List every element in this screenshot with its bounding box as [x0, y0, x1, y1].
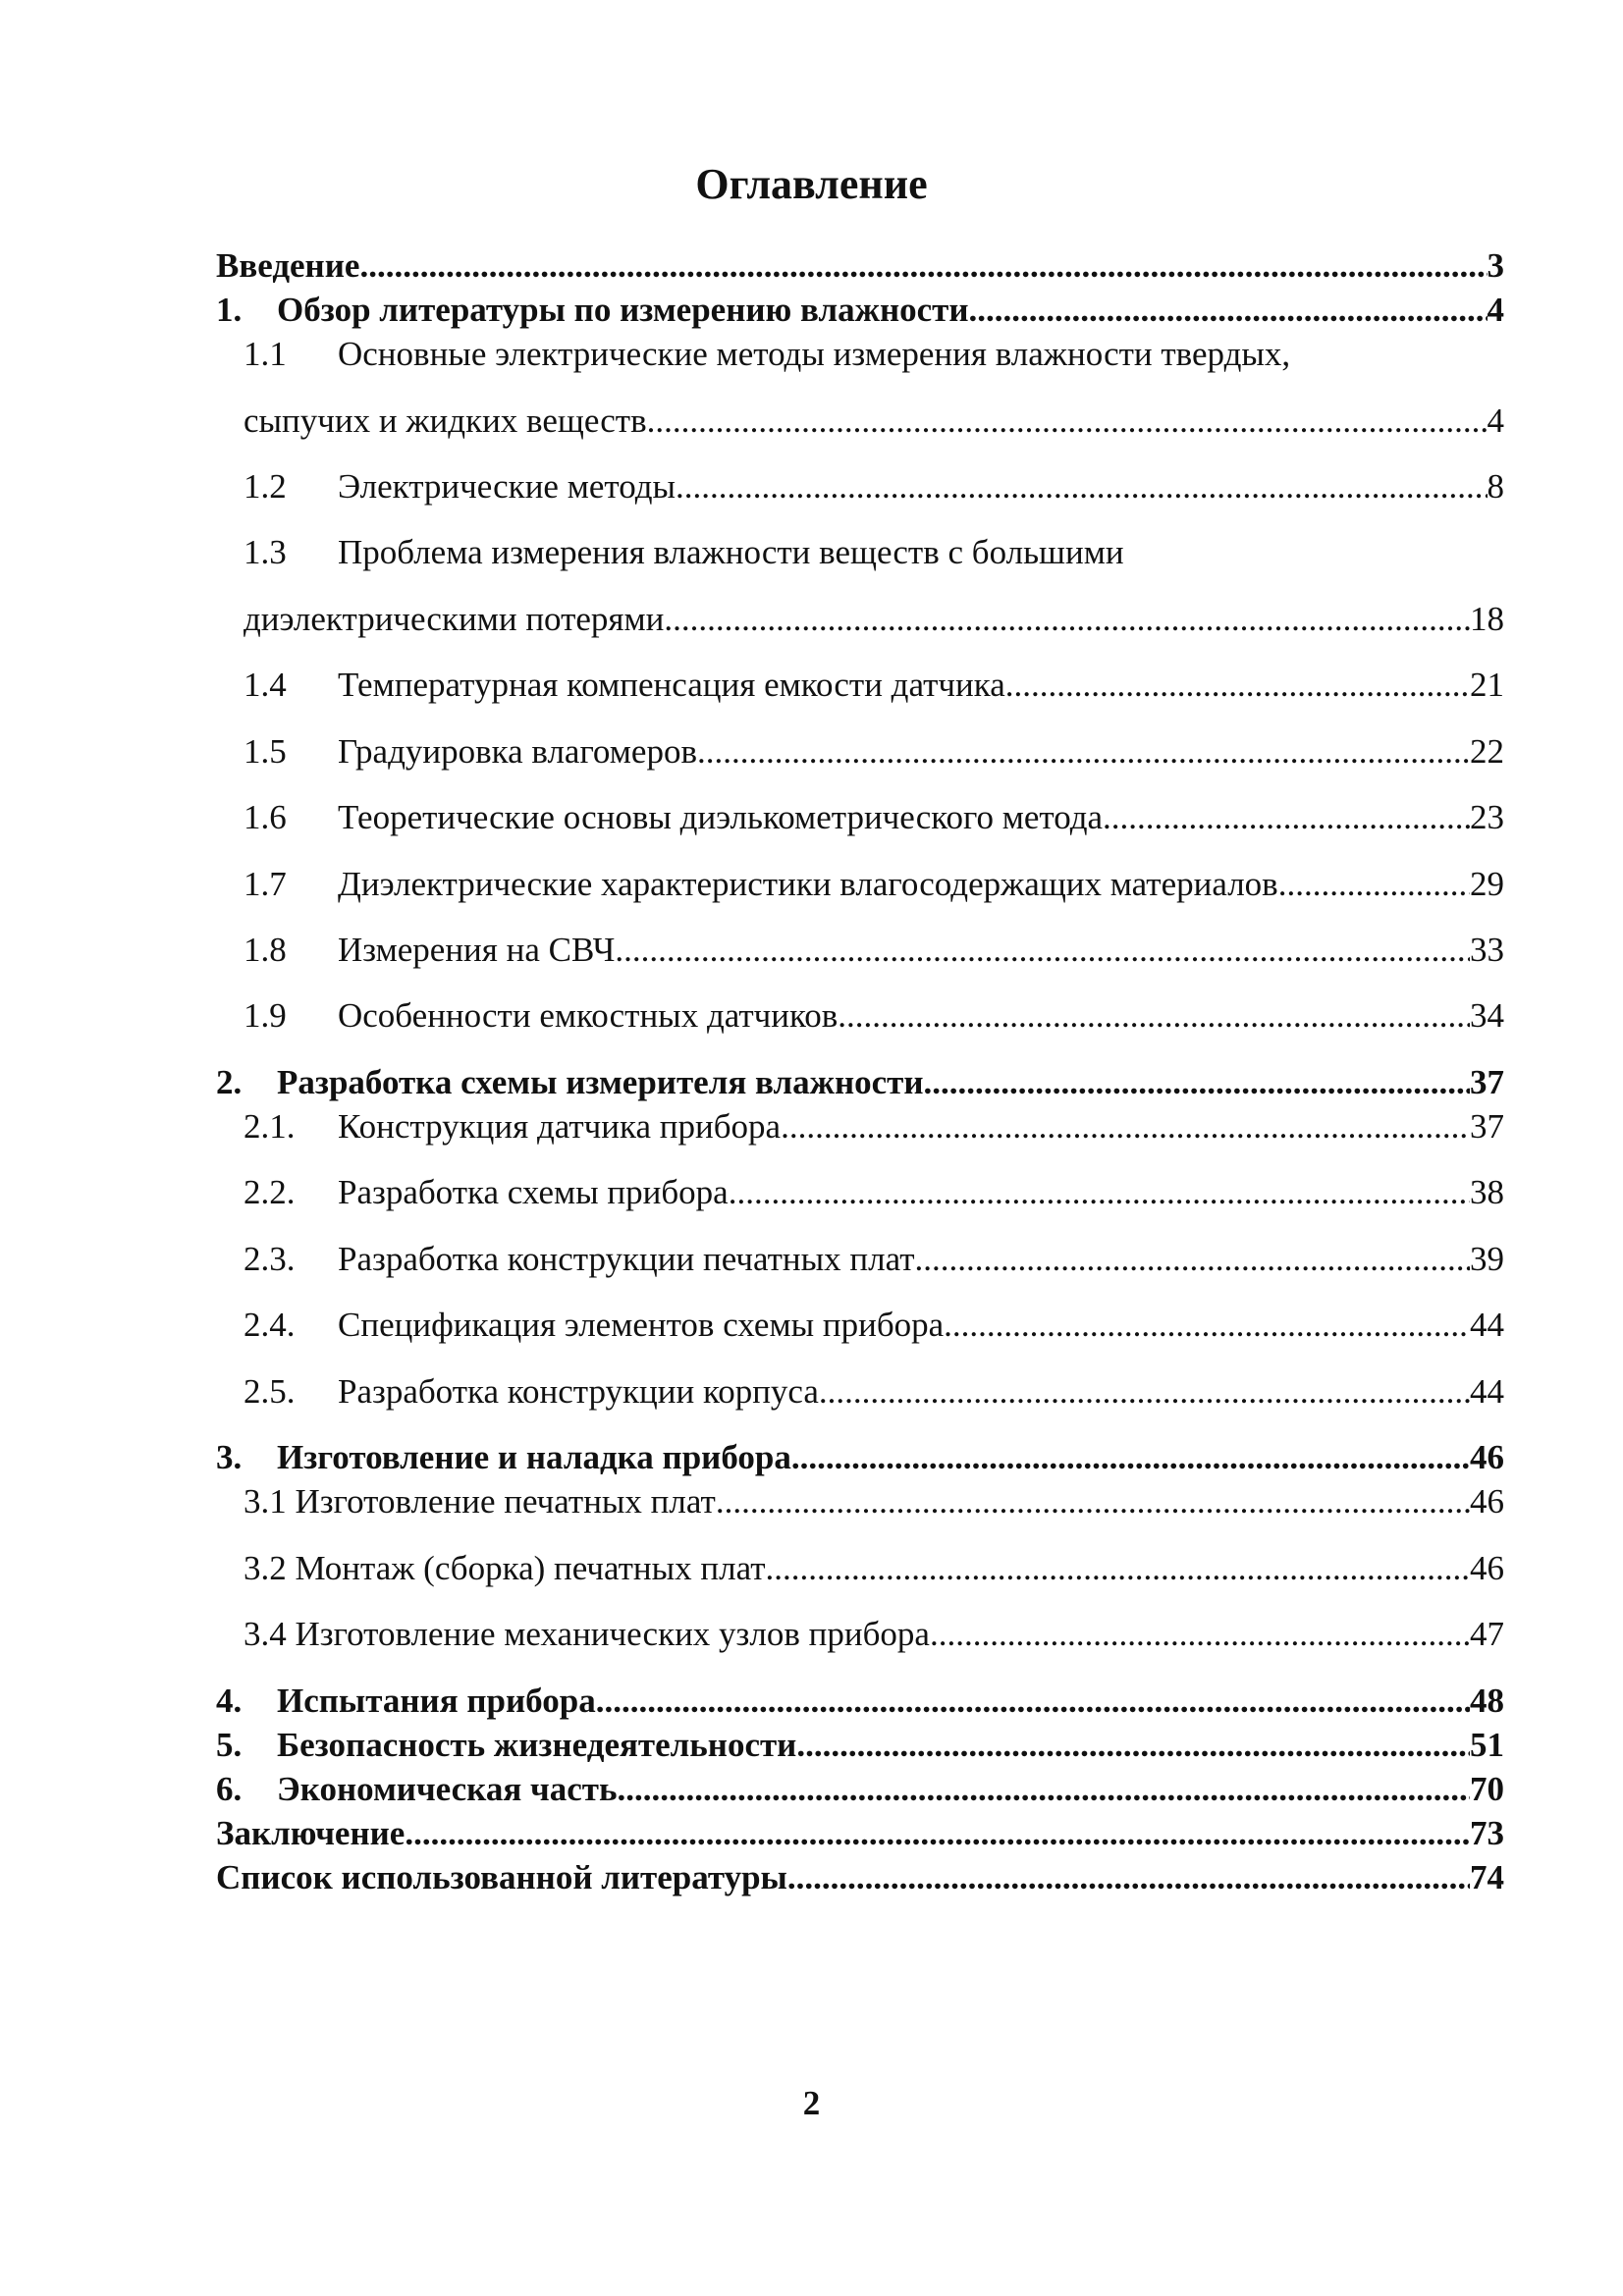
toc-entry-1-1-line1[interactable] — [243, 332, 1504, 377]
toc-leader — [787, 1855, 1470, 1900]
toc-entry-number: 1.9 — [243, 996, 287, 1035]
toc-page-number: 4 — [1487, 291, 1504, 329]
toc-page-number: 33 — [1470, 931, 1504, 969]
toc-entry-number: 6. — [216, 1770, 243, 1808]
toc-page-number: 23 — [1470, 798, 1504, 836]
toc-entry-title: Градуировка влагомеров — [338, 732, 697, 771]
toc-entry-1-8[interactable] — [243, 928, 1504, 973]
toc-entry-title: Разработка схемы прибора — [338, 1173, 729, 1211]
toc-leader — [405, 1811, 1470, 1856]
toc-entry-number: 1.1 — [243, 335, 287, 373]
toc-entry-2-4[interactable] — [243, 1303, 1504, 1348]
toc-leader — [676, 464, 1487, 509]
toc-leader — [791, 1435, 1470, 1480]
toc-entry-1-1-line2[interactable] — [243, 399, 1504, 444]
toc-entry-title: Безопасность жизнедеятельности — [277, 1726, 797, 1764]
toc-page-number: 46 — [1470, 1549, 1504, 1587]
toc-page-number: 22 — [1470, 732, 1504, 771]
toc-page-number: 34 — [1470, 996, 1504, 1035]
toc-page-number: 51 — [1470, 1726, 1504, 1764]
toc-entry-title-continued: диэлектрическими потерями — [243, 600, 665, 638]
toc-leader — [838, 993, 1470, 1039]
toc-page-number: 47 — [1470, 1615, 1504, 1653]
page-title: Оглавление — [695, 160, 928, 208]
toc-page-number: 3 — [1487, 246, 1504, 285]
toc-entry-2-3[interactable] — [243, 1237, 1504, 1282]
toc-leader — [944, 1303, 1470, 1348]
toc-leader — [1103, 795, 1470, 840]
toc-entry-title: Заключение — [216, 1814, 406, 1852]
toc-entry-title: 3.1 Изготовление печатных плат — [243, 1482, 716, 1521]
toc-leader — [930, 1612, 1470, 1657]
toc-entry-title: Температурная компенсация емкости датчика. — [338, 666, 1014, 704]
toc-entry-chapter-4[interactable] — [216, 1679, 1504, 1724]
toc-entry-title: Испытания прибора — [277, 1682, 596, 1720]
toc-entry-number: 2.5. — [243, 1372, 296, 1411]
toc-leader — [697, 729, 1470, 774]
toc-entry-number: 1.3 — [243, 533, 287, 571]
toc-entry-1-7[interactable] — [243, 862, 1504, 907]
toc-leader — [716, 1479, 1470, 1524]
toc-page-number: 46 — [1470, 1482, 1504, 1521]
toc-entry-title: 3.4 Изготовление механических узлов прибора — [243, 1615, 930, 1653]
toc-entry-number: 5. — [216, 1726, 243, 1764]
toc-entry-1-5[interactable] — [243, 729, 1504, 774]
toc-entry-number: 4. — [216, 1682, 243, 1720]
toc-entry-title: Разработка схемы измерителя влажности — [277, 1063, 924, 1101]
toc-entry-intro[interactable] — [216, 243, 1504, 289]
toc-entry-title: Изготовление и наладка прибора — [277, 1438, 791, 1476]
toc-entry-1-9[interactable] — [243, 993, 1504, 1039]
toc-entry-title: Разработка конструкции корпуса — [338, 1372, 819, 1411]
toc-entry-chapter-2[interactable] — [216, 1060, 1504, 1105]
toc-entry-title-continued: сыпучих и жидких веществ — [243, 401, 647, 440]
toc-entry-number: 1. — [216, 291, 243, 329]
toc-entry-conclusion[interactable] — [216, 1811, 1504, 1856]
toc-page-number: 38 — [1470, 1173, 1504, 1211]
toc-leader — [781, 1104, 1470, 1149]
toc-entry-title: Разработка конструкции печатных плат — [338, 1240, 915, 1278]
page-number: 2 — [802, 2084, 821, 2122]
toc-page-number: 37 — [1470, 1107, 1504, 1146]
toc-entry-title: Измерения на СВЧ — [338, 931, 616, 969]
toc-entry-number: 1.8 — [243, 931, 287, 969]
toc-page-number: 18 — [1470, 600, 1504, 638]
toc-leader — [617, 1767, 1470, 1812]
toc-entry-number: 1.2 — [243, 467, 287, 506]
toc-entry-1-6[interactable] — [243, 795, 1504, 840]
toc-entry-2-1[interactable] — [243, 1104, 1504, 1149]
toc-entry-1-3-line1[interactable] — [243, 530, 1504, 575]
toc-page-number: 44 — [1470, 1306, 1504, 1344]
toc-entry-chapter-1[interactable] — [216, 288, 1504, 333]
toc-entry-2-5[interactable] — [243, 1369, 1504, 1415]
toc-leader — [615, 928, 1470, 973]
toc-entry-number: 1.4 — [243, 666, 287, 704]
toc-page-number: 4 — [1487, 401, 1504, 440]
toc-entry-title: Введение — [216, 246, 360, 285]
toc-page-number: 21 — [1470, 666, 1504, 704]
toc-entry-number: 1.7 — [243, 865, 287, 903]
toc-entry-1-4[interactable] — [243, 663, 1504, 708]
toc-entry-number: 1.6 — [243, 798, 287, 836]
toc-entry-title: Электрические методы — [338, 467, 676, 506]
toc-leader — [664, 597, 1470, 642]
toc-leader — [647, 399, 1488, 444]
toc-page-number: 73 — [1470, 1814, 1504, 1852]
toc-entry-title: Конструкция датчика прибора — [338, 1107, 782, 1146]
toc-leader — [796, 1723, 1470, 1768]
toc-entry-title: Спецификация элементов схемы прибора — [338, 1306, 945, 1344]
toc-page-number: 74 — [1470, 1858, 1504, 1896]
toc-leader — [766, 1546, 1470, 1591]
toc-entry-title: Список использованной литературы — [216, 1858, 787, 1896]
toc-entry-title: Обзор литературы по измерению влажности — [277, 291, 969, 329]
toc-entry-chapter-6[interactable] — [216, 1767, 1504, 1812]
toc-entry-title: Экономическая часть — [277, 1770, 618, 1808]
toc-entry-number: 2.3. — [243, 1240, 296, 1278]
toc-entry-number: 2.2. — [243, 1173, 296, 1211]
toc-entry-references[interactable] — [216, 1855, 1504, 1900]
toc-entry-title: Особенности емкостных датчиков — [338, 996, 839, 1035]
toc-entry-title: Диэлектрические характеристики влагосодержащих материалов — [338, 865, 1278, 903]
toc-entry-3-4[interactable] — [243, 1612, 1504, 1657]
toc-page-number: 8 — [1487, 467, 1504, 506]
toc-leader — [915, 1237, 1471, 1282]
toc-entry-title: Основные электрические методы измерения влажности твердых, — [338, 335, 1291, 373]
toc-entry-number: 2.1. — [243, 1107, 296, 1146]
toc-entry-1-3-line2[interactable] — [243, 597, 1504, 642]
toc-entry-title: 3.2 Монтаж (сборка) печатных плат — [243, 1549, 766, 1587]
toc-page-number: 46 — [1470, 1438, 1504, 1476]
toc-entry-number: 2. — [216, 1063, 243, 1101]
toc-entry-2-2[interactable] — [243, 1170, 1504, 1215]
toc-entry-3-2[interactable] — [243, 1546, 1504, 1591]
toc-page-number: 70 — [1470, 1770, 1504, 1808]
toc-entry-title: Проблема измерения влажности веществ с большими — [338, 533, 1124, 571]
toc-entry-chapter-3[interactable] — [216, 1435, 1504, 1480]
toc-entry-chapter-5[interactable] — [216, 1723, 1504, 1768]
toc-page-number: 37 — [1470, 1063, 1504, 1101]
toc-page-number: 48 — [1470, 1682, 1504, 1720]
toc-entry-number: 2.4. — [243, 1306, 296, 1344]
toc-page-number: 29 — [1470, 865, 1504, 903]
toc-leader — [924, 1060, 1470, 1105]
toc-page-number: 44 — [1470, 1372, 1504, 1411]
toc-leader — [819, 1369, 1470, 1415]
toc-entry-title: Теоретические основы диэлькометрического метода — [338, 798, 1104, 836]
toc-leader — [1014, 663, 1471, 708]
toc-entry-number: 1.5 — [243, 732, 287, 771]
toc-leader — [1278, 862, 1470, 907]
toc-entry-3-1[interactable] — [243, 1479, 1504, 1524]
toc-leader — [729, 1170, 1470, 1215]
toc-entry-number: 3. — [216, 1438, 243, 1476]
toc-leader — [969, 288, 1488, 333]
toc-leader — [596, 1679, 1470, 1724]
toc-entry-1-2[interactable] — [243, 464, 1504, 509]
toc-leader — [359, 243, 1487, 289]
toc-page-number: 39 — [1470, 1240, 1504, 1278]
